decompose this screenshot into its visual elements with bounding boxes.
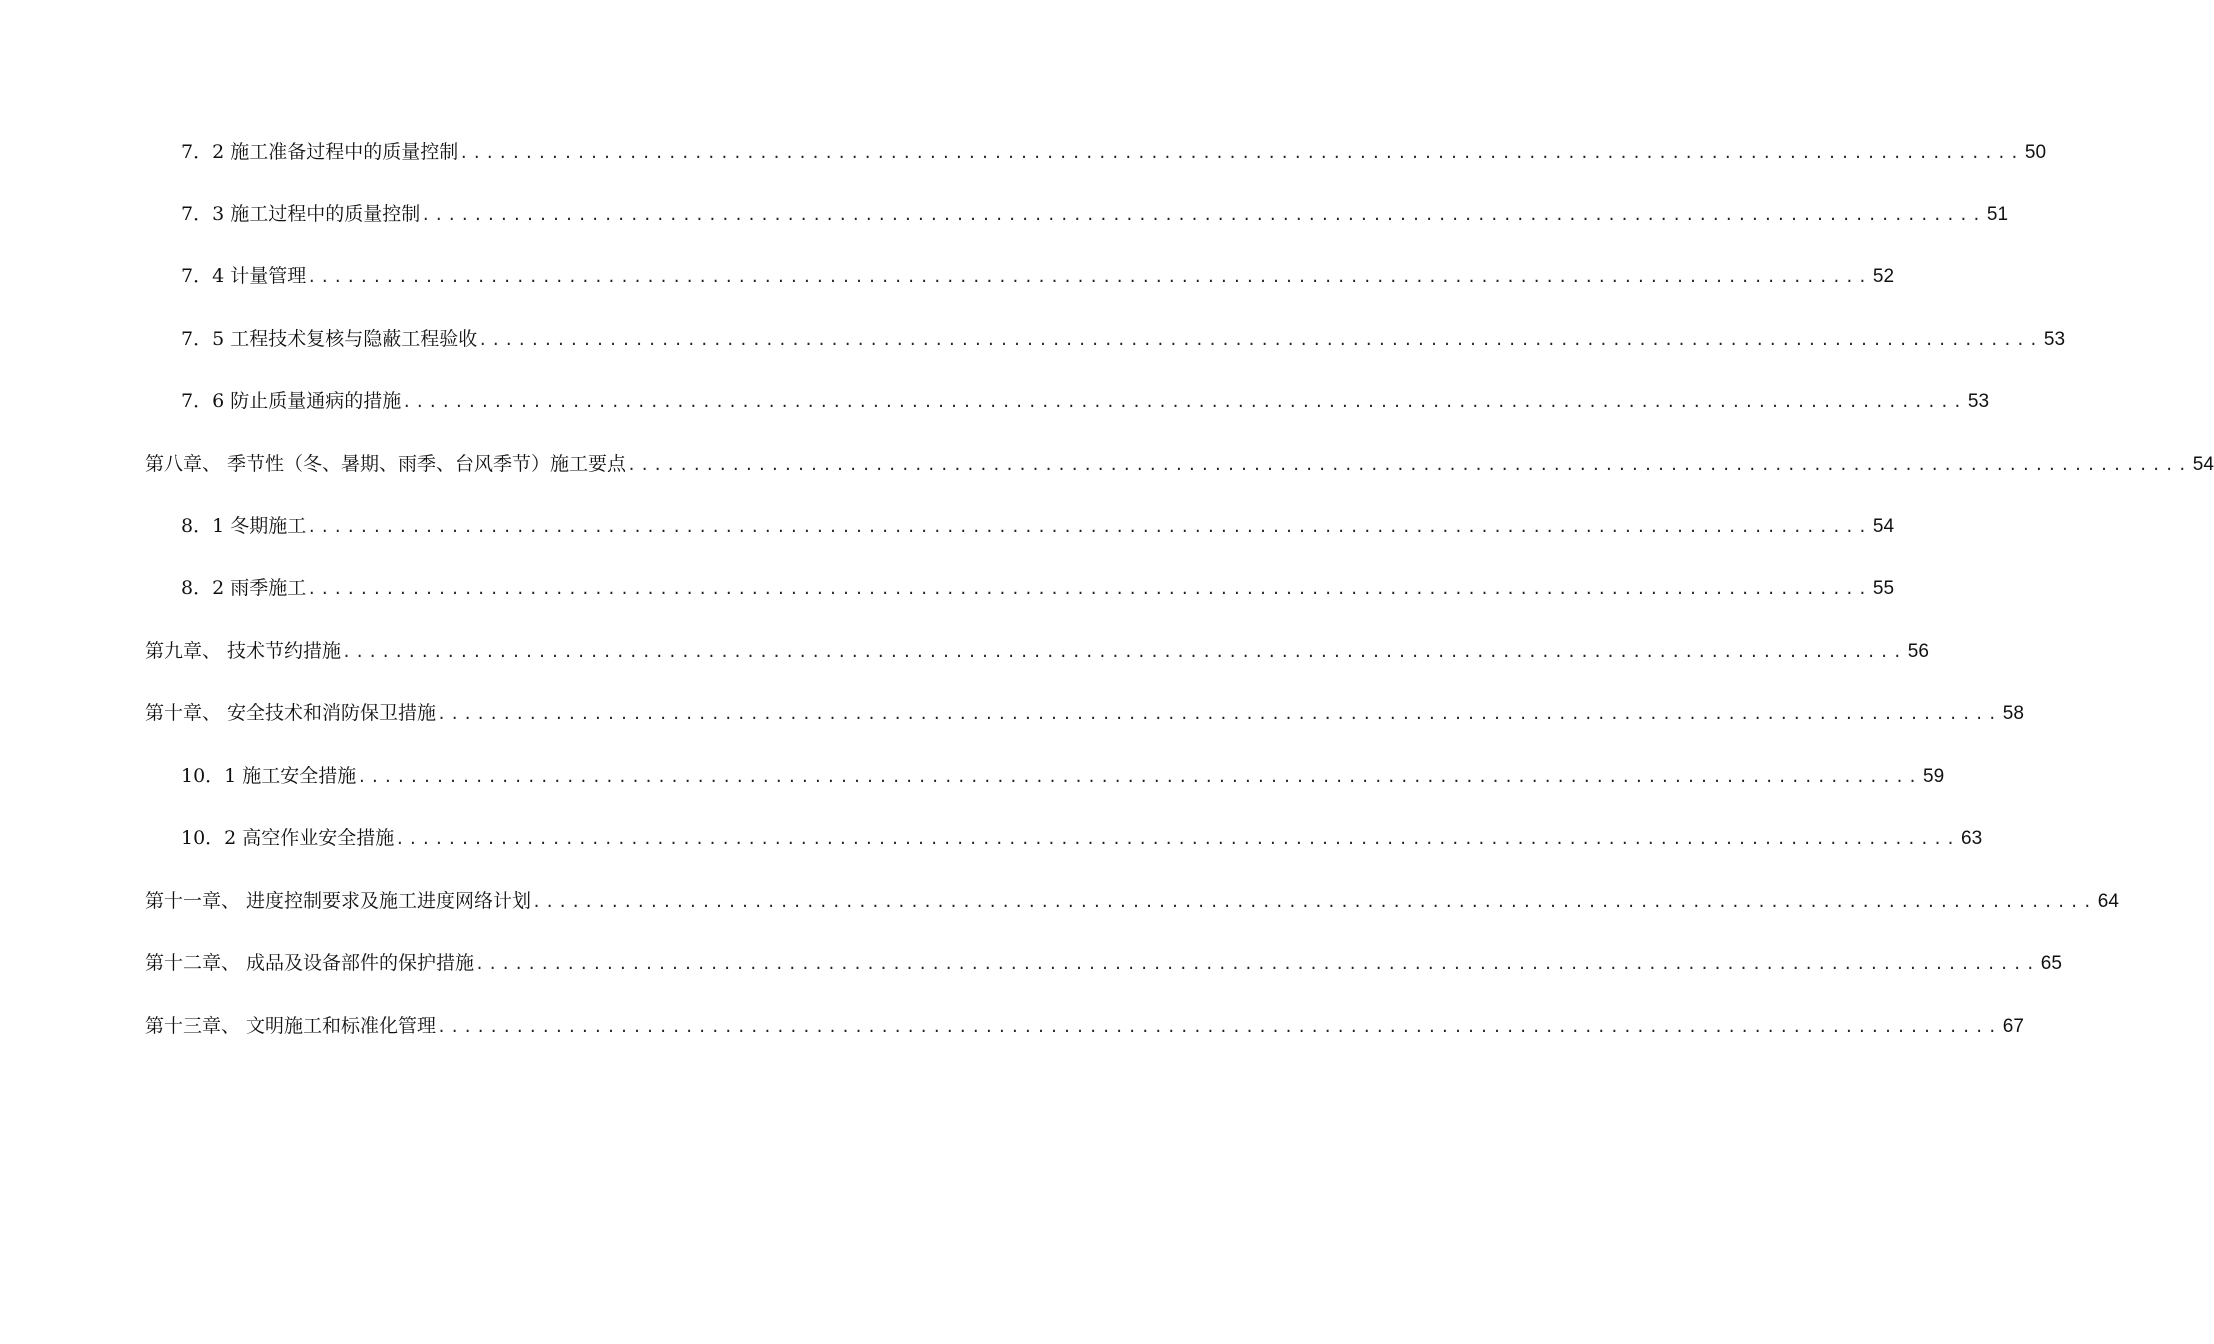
toc-entry-title: 7．5 工程技术复核与隐蔽工程验收 [181, 328, 478, 350]
toc-page-number: 59 [1923, 766, 1945, 787]
toc-dot-leader: ........................................................................................................................ [342, 643, 1906, 661]
toc-entry[interactable] [181, 199, 2009, 229]
toc-entry[interactable] [181, 761, 1945, 791]
toc-entry[interactable] [181, 261, 1895, 291]
toc-page-number: 56 [1907, 641, 1929, 662]
toc-dot-leader: ........................................................................................................................ [437, 1018, 2001, 1036]
toc-page-number: 53 [1967, 391, 1990, 412]
toc-dot-leader: ........................................................................................................................ [307, 268, 1871, 286]
toc-entry[interactable] [181, 386, 1990, 416]
toc-dot-leader: ........................................................................................................................ [437, 705, 2001, 723]
toc-entry[interactable] [145, 1011, 2024, 1041]
toc-entry[interactable] [145, 449, 2214, 479]
toc-page-number: 50 [2024, 142, 2047, 163]
toc-entry-title: 第十三章、 文明施工和标准化管理 [145, 1015, 437, 1037]
toc-entry-title: 第十一章、 进度控制要求及施工进度网络计划 [145, 890, 532, 912]
toc-page-number: 67 [2002, 1016, 2024, 1037]
toc-page-number: 54 [2192, 454, 2214, 475]
toc-entry-title: 10．1 施工安全措施 [181, 765, 357, 787]
toc-entry[interactable] [145, 886, 2119, 916]
toc-page-number: 58 [2002, 703, 2024, 724]
toc-page-number: 52 [1872, 266, 1895, 287]
toc-entry-title: 第九章、 技术节约措施 [145, 640, 342, 662]
toc-dot-leader: ........................................................................................................................ [307, 518, 1871, 536]
toc-page-number: 55 [1872, 578, 1895, 599]
toc-entry-title: 7．3 施工过程中的质量控制 [181, 203, 421, 225]
toc-dot-leader: ........................................................................................................................ [357, 768, 1922, 786]
toc-page-number: 63 [1961, 828, 1983, 849]
toc-entry-title: 第十二章、 成品及设备部件的保护措施 [145, 952, 475, 974]
toc-page-number: 65 [2040, 953, 2062, 974]
toc-dot-leader: ........................................................................................................................ [478, 331, 2042, 349]
toc-dot-leader: ........................................................................................................................ [475, 955, 2039, 973]
toc-entry-title: 10．2 高空作业安全措施 [181, 827, 395, 849]
toc-page-number: 64 [2097, 891, 2119, 912]
toc-entry[interactable] [145, 948, 2062, 978]
toc-dot-leader: ........................................................................................................................ [421, 206, 1985, 224]
toc-entry-title: 7．6 防止质量通病的措施 [181, 390, 402, 412]
toc-entry[interactable] [181, 573, 1895, 603]
toc-entry-title: 7．4 计量管理 [181, 265, 307, 287]
toc-entry[interactable] [145, 698, 2024, 728]
toc-entry[interactable] [181, 324, 2066, 354]
toc-entry-title: 8．1 冬期施工 [181, 515, 307, 537]
toc-entry[interactable] [181, 823, 1983, 853]
toc-entry-title: 第十章、 安全技术和消防保卫措施 [145, 702, 437, 724]
toc-dot-leader: ........................................................................................................................ [627, 456, 2191, 474]
toc-page-number: 51 [1986, 204, 2009, 225]
toc-entry-title: 8．2 雨季施工 [181, 577, 307, 599]
toc-dot-leader: ........................................................................................................................ [402, 393, 1966, 411]
toc-entry-title: 第八章、 季节性（冬、暑期、雨季、台风季节）施工要点 [145, 453, 627, 475]
toc-dot-leader: ........................................................................................................................ [459, 144, 2023, 162]
toc-entry-title: 7．2 施工准备过程中的质量控制 [181, 141, 459, 163]
toc-entry[interactable] [181, 137, 2047, 167]
toc-entry[interactable] [181, 511, 1895, 541]
toc-dot-leader: ........................................................................................................................ [395, 830, 1960, 848]
toc-dot-leader: ........................................................................................................................ [307, 580, 1871, 598]
toc-page-number: 54 [1872, 516, 1895, 537]
toc-dot-leader: ........................................................................................................................ [532, 893, 2096, 911]
toc-entry[interactable] [145, 636, 1929, 666]
toc-page-number: 53 [2043, 329, 2066, 350]
